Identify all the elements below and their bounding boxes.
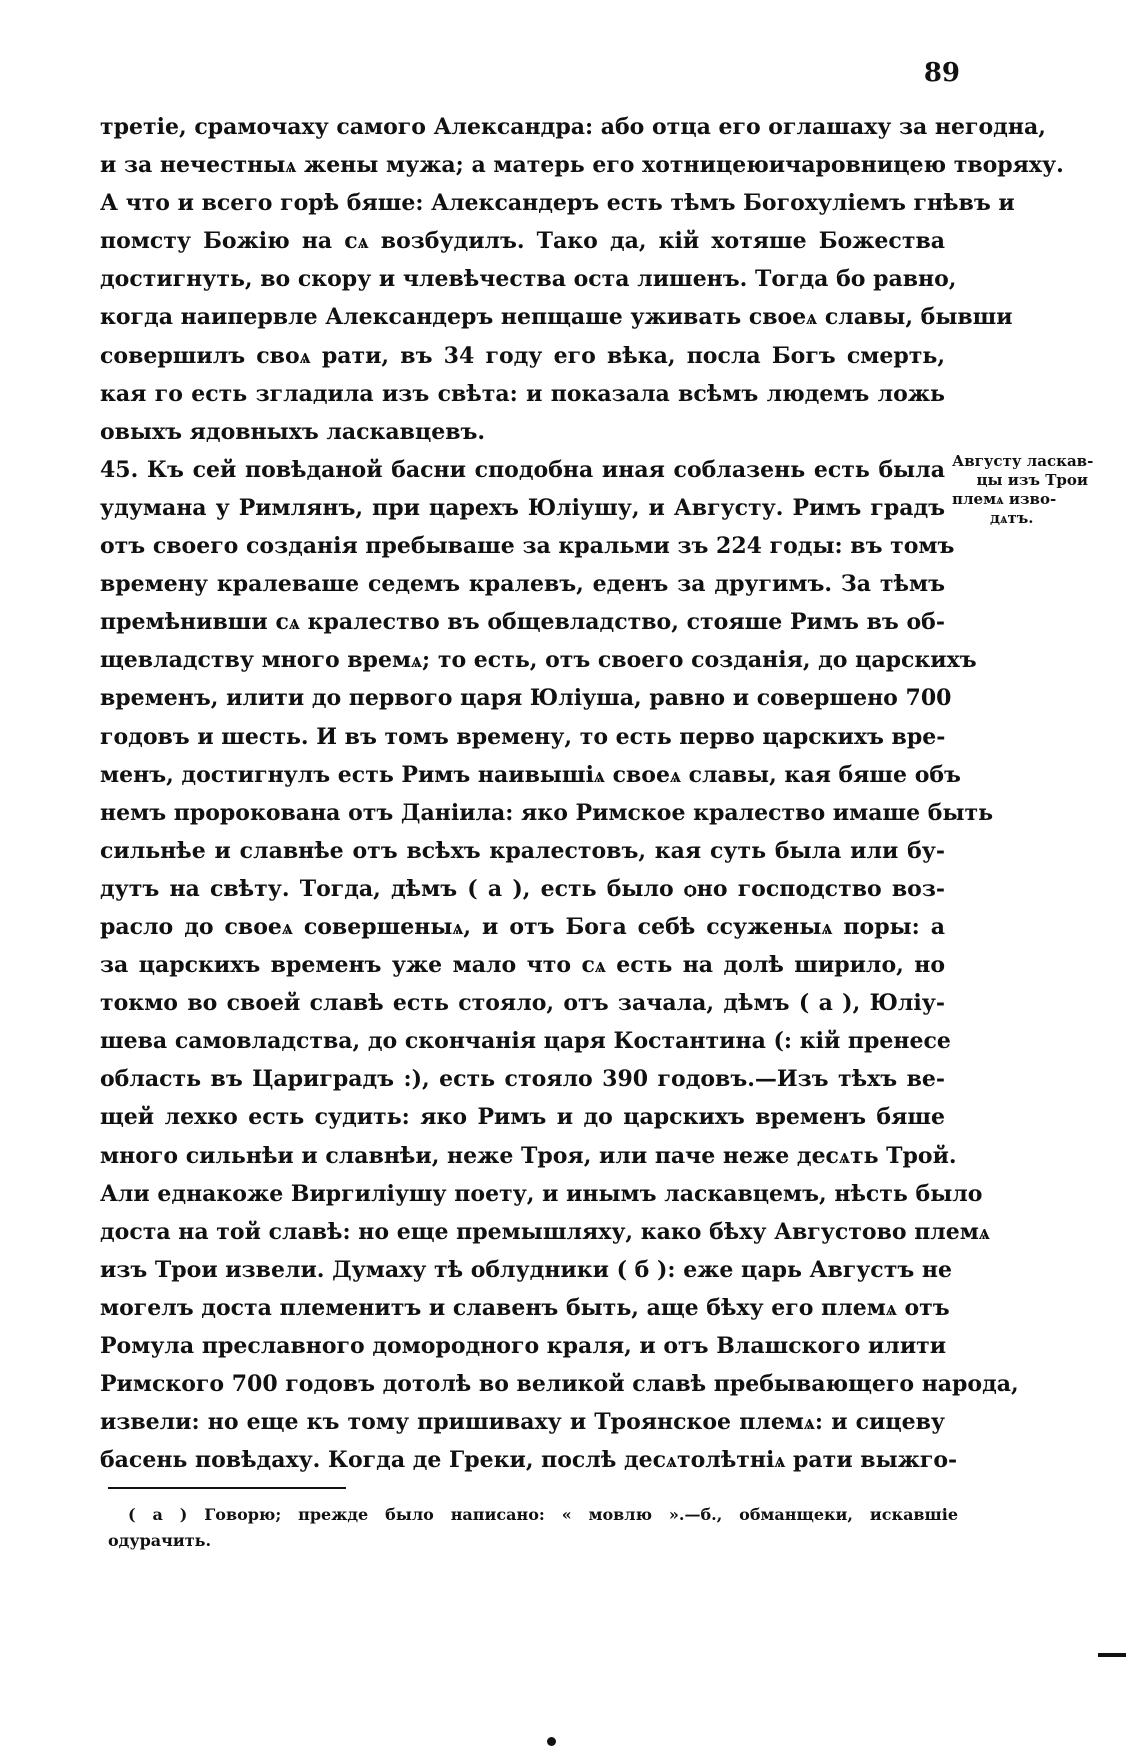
body-line: когда наипервле Александеръ непщаше уживать своеѧ славы, бывши (100, 304, 1013, 331)
body-line: много сильнѣи и славнѣи, неже Троя, или паче неже десѧть Трой. (100, 1142, 957, 1169)
body-line: и за нечестныѧ жены мужа; а матерь его хотницеюичаровницею творяху. (100, 152, 1064, 179)
body-line: овыхъ ядовныхъ ласкавцевъ. (100, 418, 486, 445)
body-line: годовъ и шесть. И въ томъ времену, то есть перво царскихъ вре- (100, 723, 946, 750)
margin-note-line: цы изъ Трои (976, 471, 1088, 489)
body-line: премѣнивши сѧ кралество въ общевладство, стояше Римъ въ об- (100, 609, 945, 636)
body-line: 45. Къ сей повѣданой басни сподобна иная соблазень есть была (100, 456, 945, 483)
margin-note (952, 452, 1092, 528)
body-line: временъ, илити до первого царя Юліуша, равно и совершено 700 (100, 685, 952, 712)
body-line: кая го есть згладила изъ свѣта: и показала всѣмъ людемъ ложь (100, 380, 945, 407)
body-line: щей лехко есть судить: яко Римъ и до царскихъ временъ бяше (100, 1104, 945, 1131)
body-line: немъ пророкована отъ Даніила: яко Римское кралество имаше быть (100, 799, 994, 826)
body-line: времену кралеваше седемъ кралевъ, еденъ за другимъ. За тѣмъ (100, 571, 945, 598)
margin-note-line: дѧтъ. (990, 509, 1034, 527)
body-line: сильнѣе и славнѣе отъ всѣхъ кралестовъ, кая суть была или бу- (100, 837, 945, 864)
body-line: токмо во своей славѣ есть стояло, отъ зачала, дѣмъ ( а ), Юліу- (100, 990, 945, 1017)
footnote (108, 1502, 958, 1554)
body-line: Али еднакоже Виргиліушу поету, и инымъ ласкавцемъ, нѣсть было (100, 1180, 983, 1207)
body-line: Ромула преславного домородного краля, и отъ Влашского илити (100, 1333, 947, 1359)
page-number: 89 (923, 58, 960, 88)
body-line: область въ Цариградъ :), есть стояло 390 годовъ.—Изъ тѣхъ ве- (100, 1066, 945, 1093)
body-line: третіе, срамочаху самого Александра: або отца его оглашаху за негодна, (100, 114, 1046, 140)
body-line: совершилъ своѧ рати, въ 34 году его вѣка, посла Богъ смерть, (100, 342, 945, 369)
body-line: изъ Трои извели. Думаху тѣ облудники ( б ): еже царь Августъ не (100, 1256, 952, 1283)
footnote-divider (108, 1487, 346, 1489)
body-line: А что и всего горѣ бяше: Александеръ есть тѣмъ Богохуліемъ гнѣвъ и (100, 190, 1015, 217)
body-line: расло до своеѧ совершеныѧ, и отъ Бога себѣ ссуженыѧ поры: а (100, 913, 945, 940)
footnote-line: ( а ) Говорю; прежде было написано: « мовлю ».—б., обманщеки, искавшіе (128, 1505, 958, 1524)
body-line: басень повѣдаху. Когда де Греки, послѣ десѧтолѣтніѧ рати выжго- (100, 1447, 958, 1474)
margin-note-line: Августу ласкав- (952, 452, 1094, 470)
footnote-line: одурачить. (108, 1531, 212, 1550)
body-line: дутъ на свѣту. Тогда, дѣмъ ( а ), есть было ѻно господство воз- (100, 875, 945, 902)
body-line: отъ своего созданія пребываше за кральми зъ 224 годы: въ томъ (100, 533, 955, 560)
body-line: шева самовладства, до скончанія царя Костантина (: кій пренесе (100, 1028, 951, 1055)
body-line: удумана у Римлянъ, при царехъ Юліушу, и Августу. Римъ градъ (100, 494, 945, 521)
body-line: извели: но еще къ тому пришиваху и Троянское племѧ: и сицеву (100, 1409, 945, 1436)
page-dot-mark (547, 1737, 556, 1746)
body-line: менъ, достигнулъ есть Римъ наивышіѧ своеѧ славы, кая бяше объ (100, 761, 961, 788)
body-line: могелъ доста племенитъ и славенъ быть, аще бѣху его племѧ отъ (100, 1294, 950, 1321)
body-line: помсту Божію на сѧ возбудилъ. Тако да, кій хотяше Божества (100, 228, 945, 255)
margin-note-line: племѧ изво- (952, 490, 1057, 508)
body-line: достигнуть, во скору и члевѣчества оста лишенъ. Тогда бо равно, (100, 266, 957, 293)
edge-mark (1098, 1653, 1126, 1657)
body-line: щевладству много времѧ; то есть, отъ своего созданія, до царскихъ (100, 647, 977, 674)
body-line: за царскихъ временъ уже мало что сѧ есть на долѣ ширило, но (100, 952, 945, 979)
body-line: Римского 700 годовъ дотолѣ во великой славѣ пребывающего народа, (100, 1371, 1019, 1398)
body-line: доста на той славѣ: но еще премышляху, како бѣху Августово племѧ (100, 1218, 990, 1245)
